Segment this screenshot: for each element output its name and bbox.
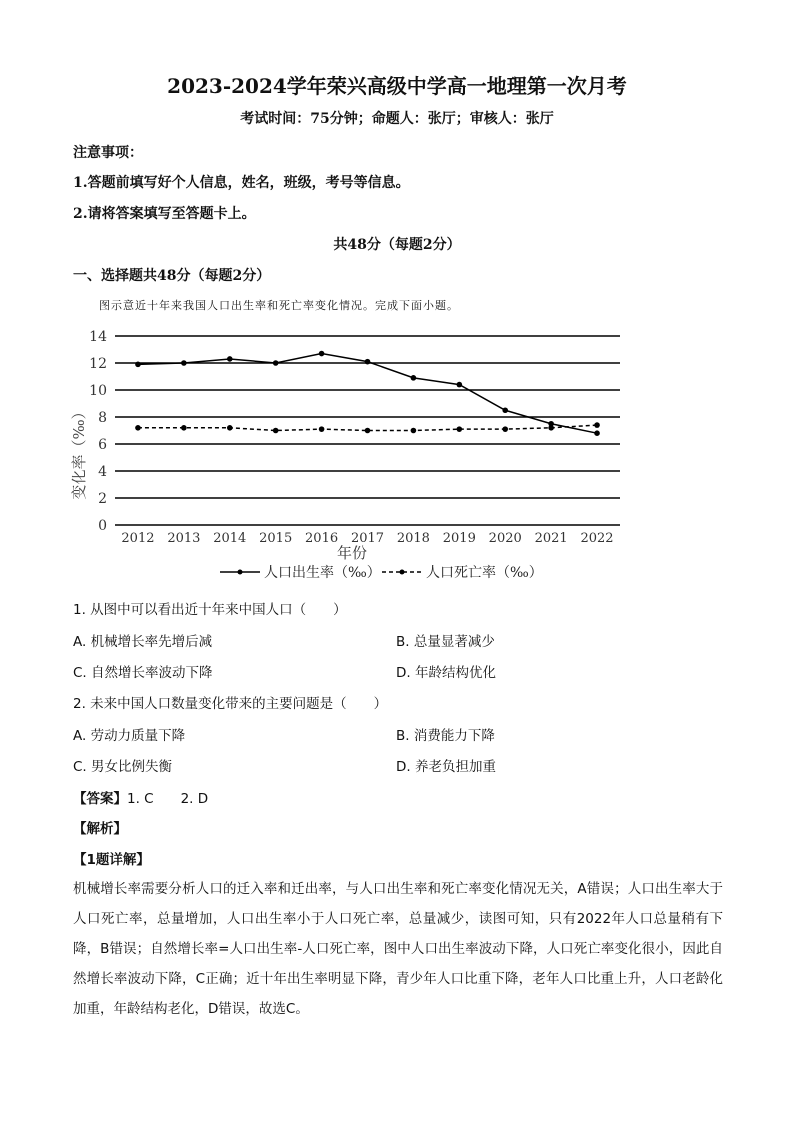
y-tick-label: 12 [89,356,107,372]
x-tick-label: 2012 [121,531,155,546]
question-2-option-b: B. 消费能力下降 [396,728,495,744]
y-axis-label: 变化率（‰） [70,404,88,500]
answer-line [73,787,208,807]
x-tick-label: 2016 [305,531,339,546]
death-rate-point-2019 [457,426,463,432]
death-rate-point-2020 [502,426,508,432]
x-tick-label: 2015 [259,531,293,546]
x-tick-label: 2021 [534,531,568,546]
x-tick-label: 2020 [488,531,522,546]
death-rate-point-2018 [411,428,417,434]
notice-item-2: 2.请将答案填写至答题卡上。 [73,206,256,222]
notice-heading: 注意事项： [73,145,143,161]
question-2-option-c: C. 男女比例失衡 [73,759,173,775]
birth-rate-point-2013 [181,360,187,366]
birth-rate-point-2019 [457,382,463,388]
y-tick-label: 10 [89,383,107,399]
birth-rate-point-2012 [135,362,141,368]
death-rate-point-2022 [594,422,600,428]
birth-rate-point-2020 [502,407,508,413]
x-axis-label: 年份 [336,544,368,562]
question-1-option-d: D. 年龄结构优化 [396,665,496,681]
legend-birth-marker [238,570,243,575]
birth-rate-point-2017 [365,359,371,365]
x-tick-label: 2019 [442,531,476,546]
score-line: 共48分（每题2分） [333,237,461,253]
death-rate-point-2013 [181,425,187,431]
exam-title: 2023-2024学年荣兴高级中学高一地理第一次月考 [167,74,627,98]
y-tick-label: 14 [89,329,107,345]
question-2-option-d: D. 养老负担加重 [396,759,496,775]
birth-rate-point-2014 [227,356,233,362]
legend [220,564,543,581]
death-rate-point-2014 [227,425,233,431]
legend-death-label: 人口死亡率（‰） [426,565,543,581]
birth-rate-point-2022 [594,430,600,436]
birth-rate-point-2015 [273,360,279,366]
notice-item-1: 1.答题前填写好个人信息，姓名，班级，考号等信息。 [73,175,410,191]
detail-label: 【1题详解】 [73,852,150,868]
y-tick-label: 4 [98,464,107,480]
death-rate-point-2015 [273,428,279,434]
question-1-option-b: B. 总量显著减少 [396,634,495,650]
legend-birth-label: 人口出生率（‰） [264,565,381,581]
question-1-option-c: C. 自然增长率波动下降 [73,665,213,681]
birth-rate-point-2016 [319,351,325,357]
birth-rate-point-2018 [411,375,417,381]
analysis-label: 【解析】 [73,821,127,837]
legend-death-marker [400,570,405,575]
y-tick-label: 0 [98,518,107,534]
exam-subtitle: 考试时间：75分钟；命题人：张厅；审核人：张厅 [240,111,554,127]
x-tick-label: 2013 [167,531,201,546]
answer-text: 1. C 2. D [127,791,209,807]
death-rate-point-2021 [548,425,554,431]
detail-text: 机械增长率需要分析人口的迁入率和迁出率，与人口出生率和死亡率变化情况无关，A错误；人口出生率大于人口死亡率，总量增加，人口出生率小于人口死亡率，总量减少，读图可知，只有2022年人口总量稍有下降，B错误；自然增长率=人口出生率-人口死亡率，图中人口出生率波动下降，人口死亡率变化很小，因此自然增长率波动下降，C正确；近十年出生率明显下降，青少年人口比重下降，老年人口比重上升，人口老龄化加重，年龄结构老化，D错误，故选C。 [73,881,723,1017]
death-rate-point-2017 [365,428,371,434]
x-tick-label: 2022 [580,531,614,546]
x-tick-label: 2017 [350,531,385,546]
chart-intro: 图示意近十年来我国人口出生率和死亡率变化情况。完成下面小题。 [99,299,459,312]
question-1-stem: 1. 从图中可以看出近十年来中国人口（ ） [73,602,347,618]
question-2-stem: 2. 未来中国人口数量变化带来的主要问题是（ ） [73,696,388,712]
death-rate-point-2012 [135,425,141,431]
y-tick-label: 6 [98,437,107,453]
death-rate-point-2016 [319,426,325,432]
answer-label: 【答案】 [73,791,127,807]
birth-rate-line [138,354,597,434]
x-tick-label: 2014 [213,531,247,546]
section-title: 一、选择题共48分（每题2分） [73,268,271,284]
population-rate-chart [60,322,640,584]
y-tick-label: 8 [98,410,107,426]
x-tick-label: 2018 [396,531,430,546]
question-2-option-a: A. 劳动力质量下降 [73,728,186,744]
question-1-option-a: A. 机械增长率先增后减 [73,634,213,650]
y-tick-label: 2 [98,491,107,507]
